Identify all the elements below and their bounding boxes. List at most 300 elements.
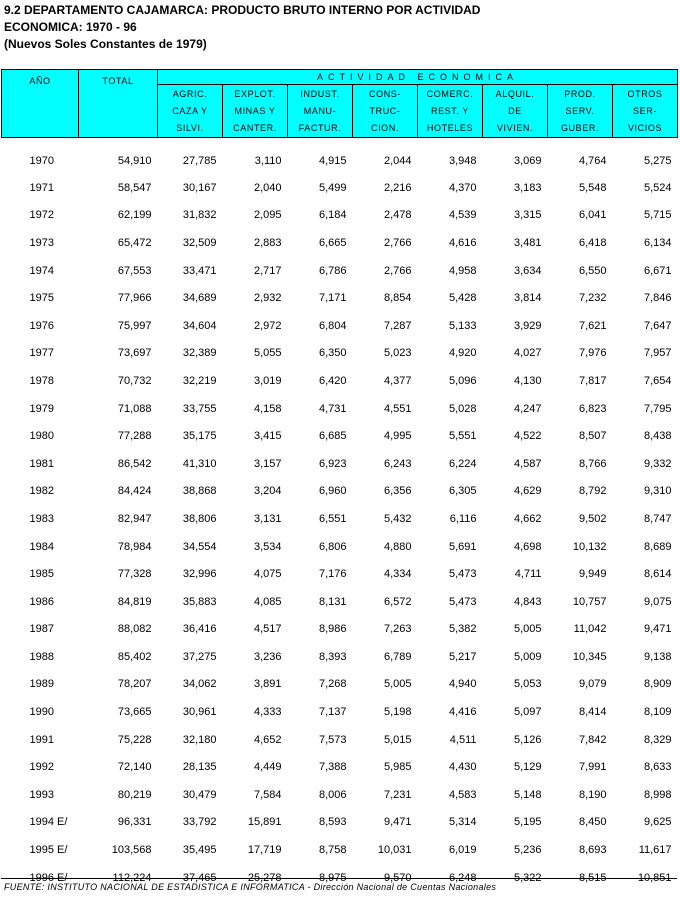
activity-value-cell: 6,671	[643, 264, 672, 277]
activity-value-cell: 4,764	[578, 155, 607, 167]
header-activity-line: EXPLOT.	[234, 89, 276, 99]
activity-value-cell: 10,132	[572, 540, 607, 553]
activity-value-cell: 8,450	[578, 816, 607, 829]
table-row	[2, 478, 678, 506]
activity-value-cell: 8,414	[578, 706, 607, 719]
year-cell: 1982	[29, 485, 54, 498]
activity-value-cell: 25,278	[247, 871, 282, 884]
activity-value-cell: 4,616	[448, 236, 477, 249]
activity-value-cell: 7,795	[643, 402, 672, 415]
header-activity-line: REST. Y	[430, 106, 470, 116]
year-cell: 1970	[29, 155, 54, 167]
activity-value-cell: 5,096	[448, 374, 477, 387]
activity-value-cell: 34,554	[182, 540, 217, 553]
activity-value-cell: 6,019	[448, 844, 477, 857]
table-body	[2, 138, 678, 892]
header-activity-line: PROD.	[564, 89, 596, 99]
title-line-3: (Nuevos Soles Constantes de 1979)	[4, 37, 207, 51]
activity-value-cell: 41,310	[182, 457, 217, 470]
table-row	[2, 643, 678, 671]
activity-value-cell: 5,133	[448, 319, 477, 332]
footer-divider	[1, 878, 677, 879]
header-activity-column	[158, 85, 223, 138]
activity-value-cell: 3,481	[513, 236, 542, 249]
year-cell: 1978	[29, 374, 54, 387]
activity-value-cell: 7,817	[578, 374, 607, 387]
activity-value-cell: 5,005	[383, 678, 412, 691]
activity-value-cell: 3,814	[513, 292, 542, 305]
activity-value-cell: 5,432	[383, 512, 412, 525]
activity-value-cell: 4,158	[253, 402, 282, 415]
activity-value-cell: 11,617	[638, 844, 672, 857]
year-cell: 1986	[29, 595, 54, 608]
activity-value-cell: 7,137	[318, 706, 347, 719]
year-cell: 1975	[29, 292, 54, 305]
activity-value-cell: 9,332	[643, 457, 672, 470]
activity-value-cell: 5,055	[253, 347, 282, 360]
activity-value-cell: 7,231	[383, 788, 412, 801]
table-row	[2, 781, 678, 809]
year-cell: 1995 E/	[29, 844, 68, 857]
header-activity-line: INDUST.	[300, 89, 340, 99]
activity-value-cell: 38,868	[182, 485, 217, 498]
table-row	[2, 450, 678, 478]
activity-value-cell: 28,135	[182, 761, 217, 774]
total-cell: 112,224	[112, 871, 152, 884]
total-cell: 72,140	[117, 761, 152, 774]
total-cell: 86,542	[117, 457, 152, 470]
activity-value-cell: 35,175	[182, 430, 217, 443]
activity-value-cell: 6,789	[383, 650, 412, 663]
activity-value-cell: 4,539	[448, 209, 477, 222]
activity-value-cell: 7,232	[578, 292, 607, 305]
activity-value-cell: 33,755	[182, 402, 217, 415]
activity-value-cell: 4,430	[448, 761, 477, 774]
year-cell: 1976	[29, 319, 54, 332]
activity-value-cell: 34,062	[182, 678, 217, 691]
table-row	[2, 505, 678, 533]
activity-value-cell: 6,420	[318, 374, 347, 387]
total-cell: 80,219	[117, 788, 152, 801]
activity-value-cell: 8,507	[578, 430, 607, 443]
activity-value-cell: 2,766	[383, 236, 412, 249]
year-cell: 1994 E/	[29, 816, 68, 829]
activity-value-cell: 5,715	[643, 209, 672, 222]
activity-value-cell: 3,110	[254, 155, 282, 167]
header-activity-line: VICIOS	[627, 123, 663, 133]
source-note: FUENTE: INSTITUTO NACIONAL DE ESTADISTICA E INFORMATICA - Dirección Nacional de Cuentas Nacionales	[4, 882, 497, 892]
year-cell: 1971	[29, 181, 54, 194]
activity-value-cell: 5,473	[448, 568, 477, 581]
activity-value-cell: 5,129	[513, 761, 542, 774]
activity-value-cell: 4,583	[448, 788, 477, 801]
activity-value-cell: 6,665	[318, 236, 347, 249]
activity-value-cell: 5,985	[383, 761, 412, 774]
year-cell: 1987	[29, 623, 54, 636]
activity-value-cell: 6,350	[318, 347, 347, 360]
activity-value-cell: 5,275	[643, 155, 672, 167]
activity-value-cell: 4,587	[513, 457, 542, 470]
table-row	[2, 367, 678, 395]
activity-value-cell: 32,389	[182, 347, 217, 360]
year-cell: 1991	[29, 733, 54, 746]
activity-value-cell: 3,891	[253, 678, 282, 691]
total-cell: 75,997	[117, 319, 152, 332]
activity-value-cell: 6,960	[318, 485, 347, 498]
activity-value-cell: 9,471	[643, 623, 672, 636]
activity-value-cell: 4,731	[318, 402, 347, 415]
total-cell: 78,984	[117, 540, 152, 553]
activity-value-cell: 9,502	[578, 512, 607, 525]
header-total: TOTAL	[79, 70, 158, 138]
activity-value-cell: 3,204	[253, 485, 282, 498]
header-activity-line: FACTUR.	[298, 123, 342, 133]
header-activity-line: COMERC.	[426, 89, 474, 99]
table-row	[2, 698, 678, 726]
total-cell: 54,910	[117, 155, 152, 167]
activity-value-cell: 4,517	[253, 623, 282, 636]
total-cell: 75,228	[117, 733, 152, 746]
year-cell: 1973	[29, 236, 54, 249]
activity-value-cell: 33,471	[182, 264, 217, 277]
activity-value-cell: 10,757	[572, 595, 607, 608]
activity-value-cell: 3,534	[253, 540, 282, 553]
table-row	[2, 836, 678, 864]
activity-value-cell: 9,570	[383, 871, 412, 884]
table-row	[2, 726, 678, 754]
header-activity-line: SER-	[633, 106, 657, 116]
table-row	[2, 588, 678, 616]
year-cell: 1983	[29, 512, 54, 525]
header-activity-column	[613, 85, 678, 138]
year-cell: 1992	[29, 761, 54, 774]
activity-value-cell: 3,948	[448, 155, 477, 167]
activity-value-cell: 7,991	[578, 761, 607, 774]
activity-value-cell: 7,584	[253, 788, 282, 801]
table-row	[2, 422, 678, 450]
activity-value-cell: 35,883	[182, 595, 217, 608]
activity-value-cell: 30,961	[182, 706, 217, 719]
header-activity-line: CION.	[370, 123, 399, 133]
header-activity-column	[353, 85, 418, 138]
activity-value-cell: 30,479	[182, 788, 217, 801]
activity-value-cell: 35,495	[182, 844, 217, 857]
activity-value-cell: 5,023	[383, 347, 412, 360]
activity-value-cell: 10,345	[572, 650, 607, 663]
activity-value-cell: 7,287	[383, 319, 412, 332]
activity-value-cell: 4,416	[448, 706, 477, 719]
activity-value-cell: 5,126	[513, 733, 542, 746]
activity-value-cell: 5,524	[643, 181, 672, 194]
activity-value-cell: 34,604	[182, 319, 217, 332]
table-row	[2, 138, 678, 175]
header-activity-column	[418, 85, 483, 138]
activity-value-cell: 5,551	[448, 430, 477, 443]
table-row	[2, 809, 678, 837]
activity-value-cell: 6,041	[578, 209, 607, 222]
total-cell: 71,088	[117, 402, 152, 415]
activity-value-cell: 6,806	[318, 540, 347, 553]
activity-value-cell: 4,130	[513, 374, 542, 387]
header-activity-line: SERV.	[565, 106, 595, 116]
activity-value-cell: 4,940	[448, 678, 477, 691]
activity-value-cell: 34,689	[182, 292, 217, 305]
header-activity-column	[288, 85, 353, 138]
activity-value-cell: 2,972	[253, 319, 282, 332]
activity-value-cell: 15,891	[247, 816, 282, 829]
activity-value-cell: 32,219	[182, 374, 217, 387]
table-row	[2, 560, 678, 588]
activity-value-cell: 7,957	[643, 347, 672, 360]
activity-value-cell: 8,792	[578, 485, 607, 498]
activity-value-cell: 2,095	[253, 209, 282, 222]
activity-value-cell: 4,075	[253, 568, 282, 581]
table-row	[2, 202, 678, 230]
activity-value-cell: 4,843	[513, 595, 542, 608]
activity-value-cell: 8,393	[318, 650, 347, 663]
activity-value-cell: 4,958	[448, 264, 477, 277]
year-cell: 1972	[29, 209, 54, 222]
header-activity-line: GUBER.	[560, 123, 600, 133]
activity-value-cell: 5,148	[513, 788, 542, 801]
activity-value-cell: 6,550	[578, 264, 607, 277]
activity-value-cell: 37,275	[182, 650, 217, 663]
activity-value-cell: 8,909	[643, 678, 672, 691]
header-activity-line: MANU-	[303, 106, 337, 116]
activity-value-cell: 5,005	[513, 623, 542, 636]
header-activity-column	[548, 85, 613, 138]
activity-value-cell: 5,499	[318, 181, 347, 194]
table-row	[2, 174, 678, 202]
activity-value-cell: 7,846	[643, 292, 672, 305]
activity-value-cell: 9,079	[578, 678, 607, 691]
total-cell: 77,328	[117, 568, 152, 581]
year-cell: 1985	[29, 568, 54, 581]
activity-value-cell: 4,662	[513, 512, 542, 525]
table-row	[2, 312, 678, 340]
activity-value-cell: 7,976	[578, 347, 607, 360]
activity-value-cell: 7,621	[578, 319, 607, 332]
activity-value-cell: 4,247	[513, 402, 542, 415]
total-cell: 78,207	[117, 678, 152, 691]
header-activity-line: VIVIEN.	[496, 123, 534, 133]
activity-value-cell: 2,040	[253, 181, 282, 194]
total-cell: 84,424	[117, 485, 152, 498]
activity-value-cell: 4,377	[383, 374, 412, 387]
activity-value-cell: 3,634	[513, 264, 542, 277]
activity-value-cell: 5,314	[448, 816, 477, 829]
activity-value-cell: 8,006	[318, 788, 347, 801]
activity-value-cell: 6,305	[448, 485, 477, 498]
activity-value-cell: 6,804	[318, 319, 347, 332]
activity-value-cell: 5,382	[448, 623, 477, 636]
activity-value-cell: 6,184	[318, 209, 347, 222]
activity-value-cell: 10,851	[637, 871, 672, 884]
activity-value-cell: 7,388	[318, 761, 347, 774]
header-activity-line: CANTER.	[233, 123, 277, 133]
activity-value-cell: 9,949	[578, 568, 607, 581]
activity-value-cell: 9,471	[383, 816, 412, 829]
activity-value-cell: 8,747	[643, 512, 672, 525]
title-line-2: ECONOMICA: 1970 - 96	[4, 20, 137, 34]
activity-value-cell: 6,685	[318, 430, 347, 443]
activity-value-cell: 8,190	[578, 788, 607, 801]
gdp-table	[1, 69, 678, 891]
activity-value-cell: 8,593	[318, 816, 347, 829]
activity-value-cell: 4,027	[513, 347, 542, 360]
activity-value-cell: 11,042	[573, 623, 607, 636]
activity-value-cell: 6,134	[643, 236, 672, 249]
activity-value-cell: 4,711	[514, 568, 542, 581]
activity-value-cell: 8,689	[643, 540, 672, 553]
header-activity-line: MINAS Y	[234, 106, 276, 116]
activity-value-cell: 3,069	[513, 155, 542, 167]
activity-value-cell: 10,031	[377, 844, 412, 857]
activity-value-cell: 4,449	[253, 761, 282, 774]
year-cell: 1989	[29, 678, 54, 691]
year-cell: 1988	[29, 650, 54, 663]
activity-value-cell: 5,322	[513, 871, 542, 884]
activity-value-cell: 2,932	[253, 292, 282, 305]
total-cell: 82,947	[117, 512, 152, 525]
activity-value-cell: 5,473	[448, 595, 477, 608]
activity-value-cell: 3,315	[513, 209, 542, 222]
header-activity-line: ALQUIL.	[495, 89, 535, 99]
header-activity-column	[223, 85, 288, 138]
activity-value-cell: 5,009	[513, 650, 542, 663]
activity-value-cell: 4,333	[253, 706, 282, 719]
total-cell: 67,553	[117, 264, 152, 277]
activity-value-cell: 2,766	[383, 264, 412, 277]
activity-value-cell: 4,370	[448, 181, 477, 194]
header-year: AÑO	[2, 70, 79, 138]
total-cell: 65,472	[117, 236, 152, 249]
activity-value-cell: 6,572	[383, 595, 412, 608]
activity-value-cell: 5,015	[383, 733, 412, 746]
activity-value-cell: 4,629	[513, 485, 542, 498]
activity-value-cell: 32,509	[182, 236, 217, 249]
year-cell: 1993	[29, 788, 54, 801]
activity-value-cell: 6,786	[318, 264, 347, 277]
table-row	[2, 229, 678, 257]
header-activity-line: CAZA Y	[172, 106, 208, 116]
activity-value-cell: 4,334	[383, 568, 412, 581]
activity-value-cell: 5,053	[513, 678, 542, 691]
activity-value-cell: 33,792	[182, 816, 217, 829]
activity-value-cell: 7,654	[643, 374, 672, 387]
header-activity-line: SILVI.	[176, 123, 204, 133]
activity-value-cell: 7,268	[318, 678, 347, 691]
total-cell: 77,288	[117, 430, 152, 443]
total-cell: 77,966	[117, 292, 152, 305]
header-activity-column	[483, 85, 548, 138]
activity-value-cell: 5,195	[513, 816, 542, 829]
activity-value-cell: 6,356	[383, 485, 412, 498]
activity-value-cell: 8,693	[578, 844, 607, 857]
activity-value-cell: 5,691	[448, 540, 477, 553]
activity-value-cell: 6,823	[578, 402, 607, 415]
table-row	[2, 671, 678, 699]
activity-value-cell: 5,217	[448, 650, 477, 663]
total-cell: 62,199	[117, 209, 152, 222]
activity-value-cell: 2,216	[383, 181, 412, 194]
activity-value-cell: 3,415	[253, 430, 282, 443]
activity-value-cell: 6,551	[318, 512, 347, 525]
total-cell: 73,697	[117, 347, 152, 360]
activity-value-cell: 8,131	[318, 595, 347, 608]
total-cell: 96,331	[117, 816, 152, 829]
activity-value-cell: 4,880	[383, 540, 412, 553]
year-cell: 1974	[29, 264, 54, 277]
header-activity-line: CONS-	[369, 89, 401, 99]
year-cell: 1984	[29, 540, 54, 553]
total-cell: 70,732	[117, 374, 152, 387]
activity-value-cell: 8,438	[643, 430, 672, 443]
table-row	[2, 395, 678, 423]
activity-value-cell: 17,719	[247, 844, 282, 857]
activity-value-cell: 37,465	[182, 871, 217, 884]
activity-value-cell: 2,478	[383, 209, 412, 222]
title-line-1: 9.2 DEPARTAMENTO CAJAMARCA: PRODUCTO BRUTO INTERNO POR ACTIVIDAD	[4, 3, 481, 17]
activity-value-cell: 36,416	[182, 623, 217, 636]
table-row	[2, 616, 678, 644]
activity-value-cell: 6,224	[448, 457, 477, 470]
activity-value-cell: 3,157	[253, 457, 282, 470]
activity-value-cell: 8,109	[643, 706, 672, 719]
activity-value-cell: 2,717	[253, 264, 282, 277]
total-cell: 85,402	[117, 650, 152, 663]
activity-value-cell: 7,176	[318, 568, 347, 581]
activity-value-cell: 9,310	[643, 485, 672, 498]
activity-value-cell: 5,548	[578, 181, 607, 194]
table-row	[2, 284, 678, 312]
activity-value-cell: 8,614	[643, 568, 672, 581]
activity-value-cell: 8,854	[383, 292, 412, 305]
activity-value-cell: 4,085	[253, 595, 282, 608]
total-cell: 103,568	[111, 844, 152, 857]
activity-value-cell: 38,806	[182, 512, 217, 525]
year-cell: 1981	[29, 457, 54, 470]
year-cell: 1977	[29, 347, 54, 360]
activity-value-cell: 5,198	[383, 706, 412, 719]
activity-value-cell: 4,915	[318, 155, 347, 167]
activity-value-cell: 4,652	[253, 733, 282, 746]
total-cell: 58,547	[117, 181, 152, 194]
table-row	[2, 340, 678, 368]
header-activity-group: ACTIVIDAD ECONOMICA	[158, 70, 678, 85]
activity-value-cell: 4,511	[449, 733, 477, 746]
activity-value-cell: 8,515	[578, 871, 607, 884]
activity-value-cell: 5,028	[448, 402, 477, 415]
activity-value-cell: 7,647	[643, 319, 672, 332]
activity-value-cell: 8,998	[643, 788, 672, 801]
activity-value-cell: 5,097	[513, 706, 542, 719]
total-cell: 73,665	[117, 706, 152, 719]
activity-value-cell: 8,329	[643, 733, 672, 746]
activity-value-cell: 3,019	[253, 374, 282, 387]
activity-value-cell: 7,171	[318, 292, 347, 305]
activity-value-cell: 8,975	[318, 871, 347, 884]
activity-value-cell: 4,698	[513, 540, 542, 553]
header-activity-line: HOTELES	[426, 123, 474, 133]
activity-value-cell: 8,986	[318, 623, 347, 636]
activity-value-cell: 6,248	[448, 871, 477, 884]
activity-value-cell: 32,180	[182, 733, 217, 746]
activity-value-cell: 9,625	[643, 816, 672, 829]
activity-value-cell: 7,263	[383, 623, 412, 636]
activity-value-cell: 27,785	[182, 155, 217, 167]
activity-value-cell: 8,758	[318, 844, 347, 857]
